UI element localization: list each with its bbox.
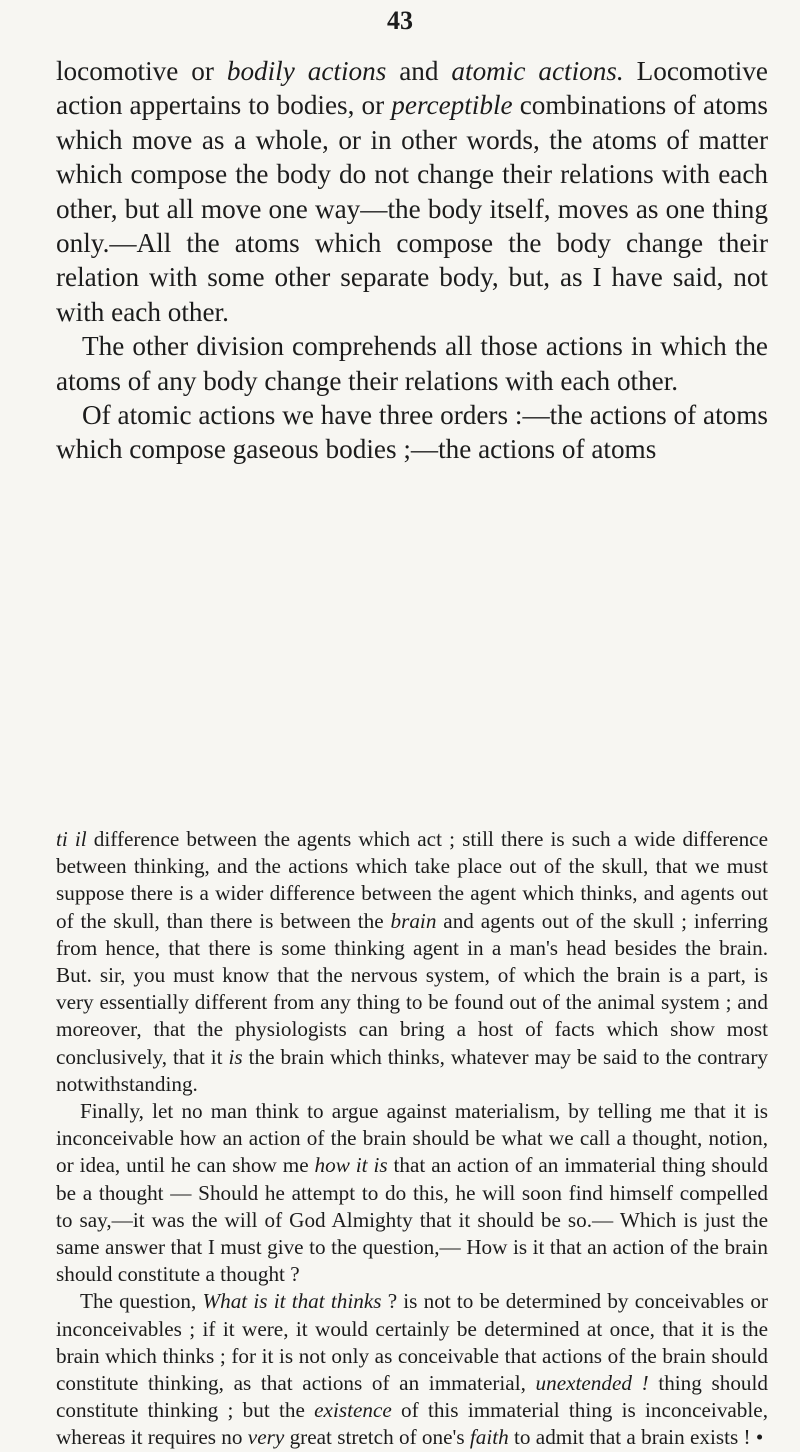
italic-run: perceptible [391, 90, 513, 121]
footnote-paragraph-1 [56, 826, 768, 1098]
main-text [56, 54, 768, 467]
text-run: locomotive or [56, 56, 227, 86]
italic-run: unextended ! [535, 1371, 649, 1396]
text-run: difference between the agents which act ; still there is such a wide difference between thinking, and the actions which take place out of the skull, that we must suppose there is a wider difference between the agent which thinks, and agents out of the skull, than there is between the [56, 827, 768, 933]
italic-run: existence [314, 1398, 392, 1423]
text-run: to admit that a brain exists ! • [508, 1425, 764, 1450]
italic-run: atomic actions. [451, 56, 624, 86]
text-run: Finally, let no man think to argue against materialism, by telling me that it is inconceivable how an action of the brain should be what we call a thought, notion, or idea, until he can show me [56, 1099, 768, 1178]
footnote-paragraph-2 [56, 1098, 768, 1288]
italic-run: faith [469, 1425, 509, 1450]
italic-run: ti il [56, 827, 87, 851]
italic-run: how it is [314, 1153, 388, 1178]
italic-run: very [247, 1425, 285, 1450]
text-run: Locomotive action appertains to bodies, or [56, 56, 768, 121]
paragraph-atomic-actions: Of atomic actions we have three orders :—the actions of atoms which compose gaseous bodies ;—the actions of atoms [56, 400, 768, 465]
italic-run: is [228, 1044, 243, 1069]
page-number: 43 [387, 6, 413, 35]
italic-run: bodily actions [226, 56, 387, 86]
italic-run: brain [390, 908, 437, 933]
text-run: thing should constitute thinking ; but the [56, 1371, 769, 1423]
italic-run: What is it that thinks [202, 1289, 382, 1314]
text-run: ? is not to be determined by conceivables or inconceivables ; if it were, it would certainly be determined at once, that it is the brain which thinks ; for it is not only as conceivable that actions of the brain should constitute thinking, as that actions of an immaterial, [56, 1289, 768, 1396]
footnote-paragraph-3 [56, 1288, 768, 1451]
text-run: of this immaterial thing is inconceivable, whereas it requires no [56, 1398, 768, 1450]
paragraph-locomotive [56, 54, 768, 329]
text-run: great stretch of one's [284, 1425, 470, 1450]
text-run: and [386, 56, 452, 86]
text-run: that an action of an immaterial thing should be a thought — Should he attempt to do this, he will soon find himself compelled to say,—it was the will of God Almighty that it should be so.— Which is just the same answer that I must give to the question,— How is it that an action of the brain should constitute a thought ? [56, 1153, 768, 1287]
text-run: The question, [80, 1289, 203, 1314]
text-run: and agents out of the skull ; inferring from hence, that there is some thinking agent in a man's head besides the brain. But. sir, you must know that the nervous system, of which the brain is a part, is very essentially different from any thing to be found out of the animal system ; and moreover, that the physiologists can bring a host of facts which show most conclusively, that it [56, 908, 768, 1069]
text-run: the brain which thinks, whatever may be said to the contrary notwithstanding. [56, 1044, 768, 1096]
paragraph-other-division: The other division comprehends all those actions in which the atoms of any body change their relations with each other. [56, 331, 768, 396]
footnote [56, 826, 768, 1452]
text-run: combinations of atoms which move as a whole, or in other words, the atoms of matter which compose the body do not change their relations with each other, but all move one way—the body itself, moves as one thing only.—All the atoms which compose the body change their relation with some other separate body, but, as I have said, not with each other. [56, 90, 768, 327]
